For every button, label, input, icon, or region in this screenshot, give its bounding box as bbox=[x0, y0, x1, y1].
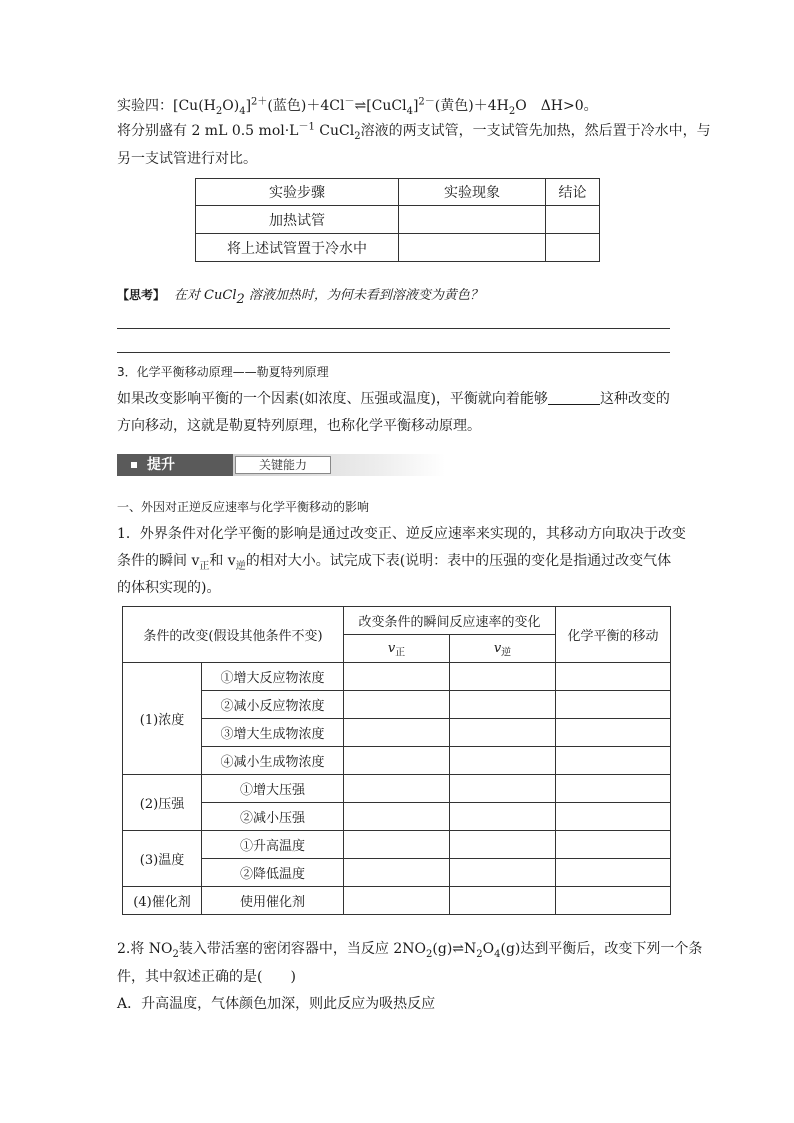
table2-answer-cell[interactable] bbox=[556, 775, 671, 803]
table2-condition-item: ②降低温度 bbox=[202, 859, 344, 887]
table1-cell-step: 将上述试管置于冷水中 bbox=[196, 234, 399, 262]
question2-line2: 件，其中叙述正确的是( ) bbox=[117, 969, 296, 985]
experiment-table bbox=[195, 178, 600, 262]
table2-answer-cell[interactable] bbox=[344, 719, 450, 747]
question1-line1: 1．外界条件对化学平衡的影响是通过改变正、逆反应速率来实现的，其移动方向取决于改变 bbox=[117, 526, 686, 542]
table2-condition-item: ①增大压强 bbox=[202, 775, 344, 803]
fill-in-blank[interactable] bbox=[548, 390, 600, 405]
banner-subtitle: 关键能力 bbox=[235, 456, 331, 474]
think-question: 【思考】 在对 CuCl$_2$ 溶液加热时，为何未看到溶液变为黄色？ bbox=[117, 288, 483, 307]
table1-cell-phenomenon[interactable] bbox=[399, 206, 546, 234]
table2-answer-cell[interactable] bbox=[556, 747, 671, 775]
table2-answer-cell[interactable] bbox=[556, 691, 671, 719]
table2-answer-cell[interactable] bbox=[556, 663, 671, 691]
table2-answer-cell[interactable] bbox=[556, 803, 671, 831]
table1-cell-phenomenon[interactable] bbox=[399, 234, 546, 262]
equilibrium-shift-table bbox=[122, 606, 671, 915]
table2-header-shift: 化学平衡的移动 bbox=[556, 607, 671, 663]
section3-paragraph-line2: 方向移动，这就是勒夏特列原理，也称化学平衡移动原理。 bbox=[117, 418, 481, 434]
section-banner bbox=[117, 454, 431, 476]
experiment-description-line1: 将分别盛有 2 mL 0.5 $mol\cdot L^{-1}$ CuCl$_2$溶液的两支试管，一支试管先加热，然后置于冷水中，与 bbox=[117, 121, 711, 142]
table1-cell-conclusion[interactable] bbox=[546, 206, 600, 234]
table2-header-condition: 条件的改变(假设其他条件不变) bbox=[123, 607, 344, 663]
think-label: 【思考】 bbox=[117, 288, 166, 302]
table2-answer-cell[interactable] bbox=[344, 775, 450, 803]
table2-answer-cell[interactable] bbox=[344, 747, 450, 775]
table2-header-v-reverse: $v_逆$ bbox=[450, 635, 556, 663]
table2-answer-cell[interactable] bbox=[556, 831, 671, 859]
experiment-4-equation: 实验四：$[Cu(H_2O)_4]^{2+}$(蓝色)＋4Cl－⇌[CuCl$_4$]$^{2-}$(黄色)$+4H_2O$ ΔH>0。 bbox=[117, 96, 598, 117]
table2-group-temperature: (3)温度 bbox=[123, 831, 202, 887]
equilibrium-arrow: ⇌ bbox=[354, 98, 367, 114]
table2-group-concentration: (1)浓度 bbox=[123, 663, 202, 775]
table2-header-v-forward: $v_正$ bbox=[344, 635, 450, 663]
table2-answer-cell[interactable] bbox=[344, 859, 450, 887]
table1-cell-conclusion[interactable] bbox=[546, 234, 600, 262]
exp4-label: 实验四： bbox=[117, 98, 173, 114]
part1-heading: 一、外因对正逆反应速率与化学平衡移动的影响 bbox=[117, 500, 370, 514]
answer-line[interactable] bbox=[117, 352, 670, 353]
table1-header-phenomena: 实验现象 bbox=[399, 179, 546, 206]
banner-title: 提升 bbox=[147, 457, 175, 473]
question1-line3: 的体积实现的)。 bbox=[117, 580, 221, 596]
table2-answer-cell[interactable] bbox=[450, 831, 556, 859]
table2-condition-item: ②减小反应物浓度 bbox=[202, 691, 344, 719]
table2-answer-cell[interactable] bbox=[556, 887, 671, 915]
table2-condition-item: ②减小压强 bbox=[202, 803, 344, 831]
experiment-description-line2: 另一支试管进行对比。 bbox=[117, 151, 257, 167]
table1-cell-step: 加热试管 bbox=[196, 206, 399, 234]
table2-answer-cell[interactable] bbox=[450, 691, 556, 719]
table2-answer-cell[interactable] bbox=[450, 859, 556, 887]
table2-condition-item: ④减小生成物浓度 bbox=[202, 747, 344, 775]
table2-condition-item: ①升高温度 bbox=[202, 831, 344, 859]
table2-answer-cell[interactable] bbox=[344, 887, 450, 915]
section3-paragraph-line1: 如果改变影响平衡的一个因素(如浓度、压强或温度)，平衡就向着能够 这种改变的 bbox=[117, 391, 670, 407]
section3-title: 3．化学平衡移动原理——勒夏特列原理 bbox=[117, 365, 329, 379]
table2-header-rate: 改变条件的瞬间反应速率的变化 bbox=[344, 607, 556, 635]
table1-header-conclusion: 结论 bbox=[546, 179, 600, 206]
question2-line1: 2.将 $NO_2$装入带活塞的密闭容器中，当反应 $2NO_2(g)\rightleftharpoons N_2O_4(g)$达到平衡后，改变下列一个条 bbox=[117, 941, 703, 960]
square-bullet-icon bbox=[131, 462, 137, 468]
question2-option-a[interactable]: A．升高温度，气体颜色加深，则此反应为吸热反应 bbox=[117, 996, 436, 1012]
table2-group-catalyst: (4)催化剂 bbox=[123, 887, 202, 915]
table2-answer-cell[interactable] bbox=[344, 663, 450, 691]
question1-line2: 条件的瞬间 $v_正$和 $v_逆$的相对大小。试完成下表(说明：表中的压强的变化是指通过改变气体 bbox=[117, 553, 672, 572]
table2-answer-cell[interactable] bbox=[450, 747, 556, 775]
answer-line[interactable] bbox=[117, 328, 670, 329]
table2-answer-cell[interactable] bbox=[450, 719, 556, 747]
banner-dark-block bbox=[117, 454, 233, 476]
table2-group-pressure: (2)压强 bbox=[123, 775, 202, 831]
table2-condition-item: ①增大反应物浓度 bbox=[202, 663, 344, 691]
table2-condition-item: ③增大生成物浓度 bbox=[202, 719, 344, 747]
equilibrium-arrow: ⇌ bbox=[452, 941, 465, 957]
table2-answer-cell[interactable] bbox=[556, 719, 671, 747]
table2-answer-cell[interactable] bbox=[556, 859, 671, 887]
table2-answer-cell[interactable] bbox=[450, 775, 556, 803]
table2-answer-cell[interactable] bbox=[450, 663, 556, 691]
table2-answer-cell[interactable] bbox=[344, 803, 450, 831]
table2-answer-cell[interactable] bbox=[450, 803, 556, 831]
table2-answer-cell[interactable] bbox=[450, 887, 556, 915]
table1-header-steps: 实验步骤 bbox=[196, 179, 399, 206]
table2-condition-item: 使用催化剂 bbox=[202, 887, 344, 915]
table2-answer-cell[interactable] bbox=[344, 691, 450, 719]
table2-answer-cell[interactable] bbox=[344, 831, 450, 859]
